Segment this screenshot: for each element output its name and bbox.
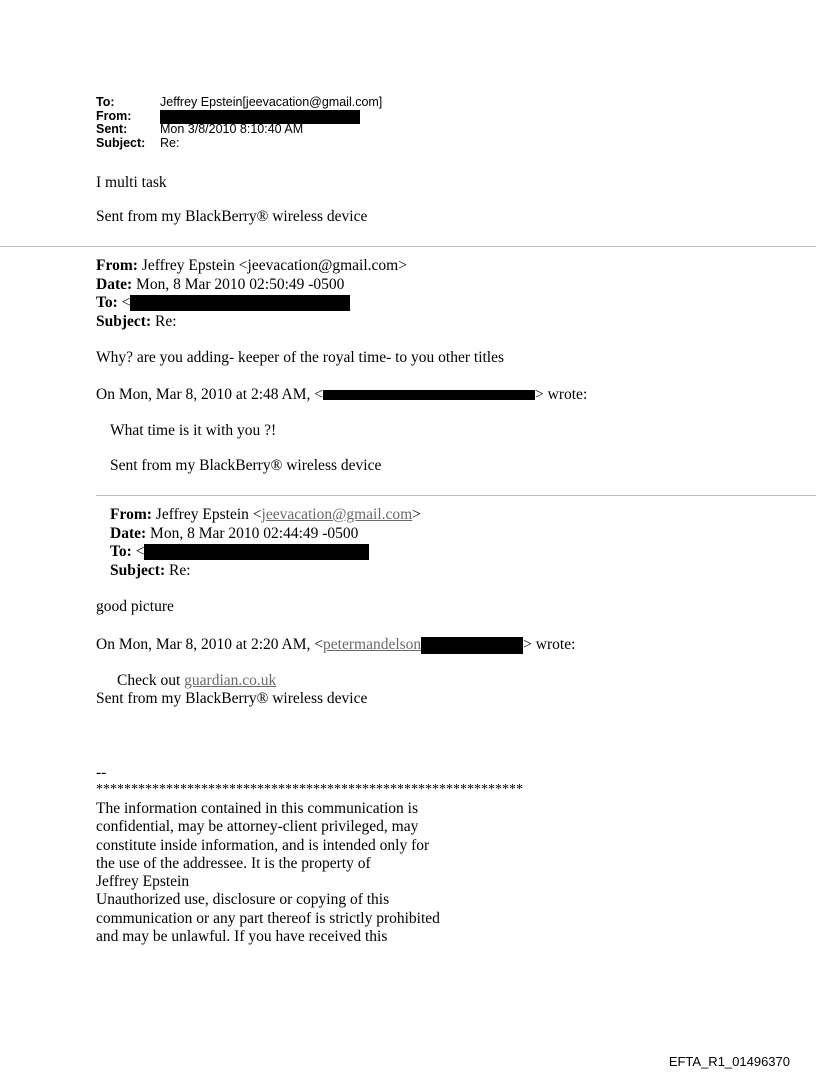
- from-value: Jeffrey Epstein <jeevacation@gmail.com>: [141, 257, 407, 274]
- from-label: From:: [96, 257, 138, 274]
- to-label: To:: [110, 543, 132, 560]
- subject-label: Subject:: [96, 135, 146, 150]
- disclaimer-line: and may be unlawful. If you have received this: [96, 928, 388, 946]
- message-header: [110, 506, 421, 580]
- email-header: [96, 96, 382, 150]
- date-row: [96, 276, 407, 295]
- signature-separator: --: [96, 764, 107, 781]
- quote-intro-text: On Mon, Mar 8, 2010 at 2:48 AM, <: [96, 386, 324, 403]
- disclaimer-line: Jeffrey Epstein: [96, 873, 190, 891]
- quote-intro: [96, 386, 587, 404]
- email-link[interactable]: petermandelson: [323, 636, 422, 653]
- to-row: [110, 543, 421, 562]
- quoted-signature: Sent from my BlackBerry® wireless device: [110, 457, 382, 474]
- from-suffix: >: [412, 506, 421, 523]
- star-line: *************************************************************: [96, 782, 523, 797]
- quote-intro: [96, 636, 575, 654]
- check-out-prefix: Check out: [117, 672, 185, 689]
- sent-label: Sent:: [96, 122, 128, 136]
- guardian-link[interactable]: guardian.co.uk: [184, 672, 277, 689]
- from-row: [110, 506, 421, 525]
- signature: Sent from my BlackBerry® wireless device: [96, 208, 368, 225]
- quote-intro-text: On Mon, Mar 8, 2010 at 2:20 AM, <: [96, 636, 324, 653]
- subject-label: Subject:: [110, 561, 166, 579]
- from-row: [96, 257, 407, 276]
- redaction-bar: [323, 390, 535, 400]
- redaction-bar: [130, 295, 350, 311]
- quote-wrote: > wrote:: [535, 386, 588, 403]
- header-from-row: [96, 110, 382, 124]
- header-subject-row: [96, 137, 382, 151]
- subject-row: [96, 313, 407, 332]
- document-id: EFTA_R1_01496370: [668, 1054, 790, 1069]
- disclaimer: [96, 800, 440, 946]
- to-value: Jeffrey Epstein[jeevacation@gmail.com]: [160, 95, 383, 109]
- date-row: [110, 525, 421, 544]
- redaction-bar: [144, 544, 369, 560]
- subject-row: [110, 562, 421, 581]
- subject-value: Re:: [154, 312, 177, 330]
- to-label: To:: [96, 294, 118, 311]
- sent-value: Mon 3/8/2010 8:10:40 AM: [160, 122, 304, 136]
- date-label: Date:: [110, 524, 147, 542]
- header-sent-row: [96, 123, 382, 137]
- subject-label: Subject:: [96, 312, 152, 330]
- from-prefix: Jeffrey Epstein <: [155, 506, 262, 523]
- message-body: good picture: [96, 598, 174, 615]
- date-label: Date:: [96, 275, 133, 293]
- redaction-bar: [421, 637, 523, 654]
- from-label: From:: [96, 108, 132, 123]
- to-label: To:: [96, 95, 115, 109]
- to-row: [96, 294, 407, 313]
- message-body: Why? are you adding- keeper of the royal time- to you other titles: [96, 349, 505, 366]
- disclaimer-line: The information contained in this communication is: [96, 800, 418, 817]
- header-to-row: [96, 96, 382, 110]
- to-prefix: <: [121, 294, 131, 311]
- divider: [96, 495, 816, 496]
- message-body: I multi task: [96, 174, 167, 191]
- disclaimer-line: constitute inside information, and is intended only for: [96, 836, 430, 854]
- email-link[interactable]: jeevacation@gmail.com: [261, 506, 413, 523]
- from-label: From:: [110, 506, 152, 523]
- disclaimer-line: Unauthorized use, disclosure or copying of this: [96, 891, 390, 909]
- to-prefix: <: [135, 543, 145, 560]
- quote-wrote: > wrote:: [523, 636, 576, 653]
- check-out-line: [117, 672, 276, 690]
- disclaimer-line: communication or any part thereof is strictly prohibited: [96, 909, 440, 927]
- subject-value: Re:: [160, 135, 180, 150]
- quoted-body: What time is it with you ?!: [110, 422, 277, 439]
- divider: [0, 246, 816, 247]
- subject-value: Re:: [168, 561, 191, 579]
- date-value: Mon, 8 Mar 2010 02:50:49 -0500: [136, 275, 345, 293]
- date-value: Mon, 8 Mar 2010 02:44:49 -0500: [150, 524, 359, 542]
- disclaimer-line: confidential, may be attorney-client privileged, may: [96, 818, 419, 836]
- disclaimer-line: the use of the addressee. It is the property of: [96, 854, 371, 872]
- signature: Sent from my BlackBerry® wireless device: [96, 690, 368, 707]
- message-header: [96, 257, 407, 331]
